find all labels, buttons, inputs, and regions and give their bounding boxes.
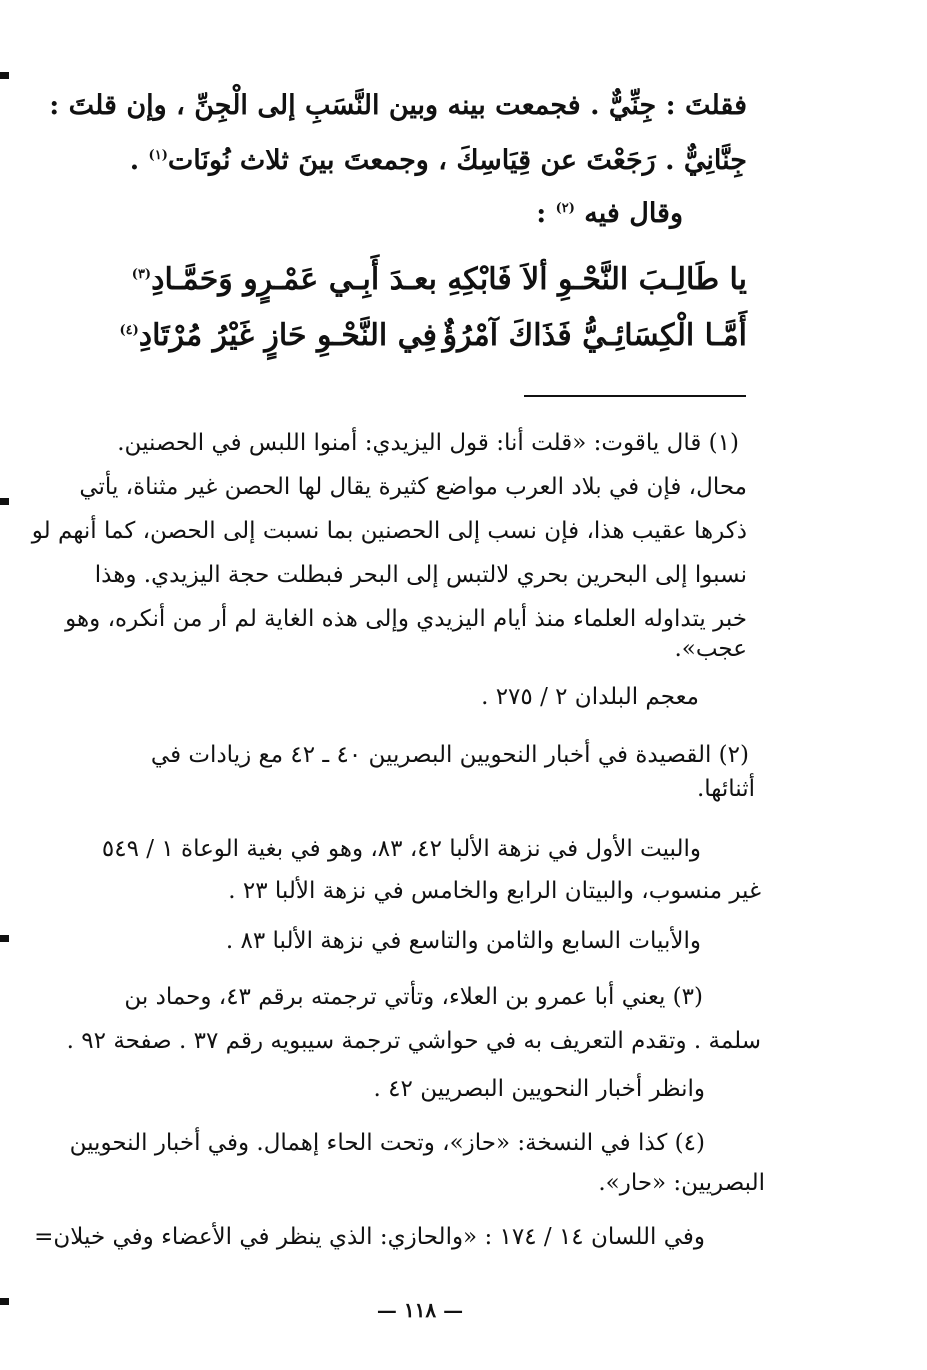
fn2b-line-2 [228,878,761,904]
footnote-ref-1: (١) [148,148,168,163]
footnote-ref-4: (٤) [119,323,139,338]
verse-2-sadr-text: أَمَّـا الْكِسَائِـيُّ فَذَاكَ آمْرُؤٌ [442,318,747,353]
verse-2-ajz [119,318,437,353]
fn2-line-1-text: (٢) القصيدة في أخبار النحويين البصريين ٤٠ ـ ٤٢ مع زيادات في [150,742,749,768]
fn4-line-2-text: البصريين: «حار». [598,1170,765,1196]
fn1-line-3-text: ذكرها عقيب هذا، فإن نسب إلى الحصنين بما نسبت إلى الحصن، كما أنهم لو [31,518,747,544]
fn4-line-2 [598,1170,765,1196]
fn1-source [481,684,699,710]
footnote-separator [524,395,746,397]
fn2c-line [226,928,701,954]
fn3-line-1 [124,984,703,1010]
fn1-line-6 [674,636,747,662]
fn1-line-5-text: خبر يتداوله العلماء منذ أيام اليزيدي وإلى هذه الغاية لم أر من أنكره، وهو [65,606,747,632]
footnote-ref-3: (٣) [131,267,152,282]
verse-1-ajz-text: بعـدَ أَبِـي عَمْـرٍو وَحَمَّـادِ [151,262,437,297]
fn1-line-5 [65,606,747,632]
fn2-line-2 [697,776,755,802]
fn4b-line [34,1224,705,1250]
main-para-line-1 [49,90,747,121]
fn1-line-4 [95,562,747,588]
fn4b-text: وفي اللسان ١٤ / ١٧٤ : «والحازي: الذي ينظر في الأعضاء وفي خيلان= [34,1224,705,1250]
fn1-line-2 [79,474,747,500]
fn1-line-2-text: محال، فإن في بلاد العرب مواضع كثيرة يقال لها الحصن غير مثناة، يأتي [79,474,747,500]
fn1-line-3 [32,518,747,544]
fn2b-line-2-text: غير منسوب، والبيتان الرابع والخامس في نزهة الألبا ٢٣ . [228,878,761,904]
fn1-source-text: معجم البلدان ٢ / ٢٧٥ . [481,684,699,710]
verse-1-sadr-text: يا طَالِـبَ النَّحْـوِ ألاَ فَابْكِهِ [447,262,747,297]
fn1-line-4-text: نسبوا إلى البحرين بحري لالتبس إلى البحر فبطلت حجة اليزيدي. وهذا [94,562,747,588]
edge-mark-1 [0,72,9,79]
intro-text: وقال فيه [584,198,683,229]
edge-mark-2 [0,498,9,505]
main-para-line-2-end: . [129,145,140,176]
fn3-line-2-text: سلمة . وتقدم التعريف به في حواشي ترجمة سيبويه رقم ٣٧ . صفحة ٩٢ . [66,1028,761,1054]
verse-2-sadr [443,318,747,353]
fn4-line-1 [70,1130,705,1156]
fn1-line-1-text: (١) قال ياقوت: «قلت أنا: قول اليزيدي: أمنوا اللبس في الحصنين. [117,430,739,456]
verse-2-ajz-text: فِي النَّحْـوِ حَازٍ غَيْرُ مُرْتَادِ [138,318,437,353]
main-para-line-1-text: فقلتَ : جِنِّيٌّ . فجمعت بينه وبين النَّسَبِ إلى الْجِنِّ ، وإن قلتَ : [49,90,747,121]
fn2-line-2-text: أثنائها. [696,776,755,802]
fn2c-text: والأبيات السابع والثامن والتاسع في نزهة الألبا ٨٣ . [225,928,701,954]
fn2-line-1 [151,742,749,768]
intro-colon: : [536,198,547,229]
main-para-line-2 [130,145,747,176]
fn3b-text: وانظر أخبار النحويين البصريين ٤٢ . [373,1076,705,1102]
edge-mark-3 [0,935,9,942]
fn3-line-2 [67,1028,761,1054]
verse-1-ajz [132,262,437,297]
fn3-line-1-text: (٣) يعني أبا عمرو بن العلاء، وتأتي ترجمته برقم ٤٣، وحماد بن [124,984,703,1010]
fn3b-line [374,1076,705,1102]
fn2b-line-1 [102,836,701,862]
fn1-line-1 [117,430,739,456]
main-para-line-2-text: جِنَّانِيٌّ . رَجَعْتَ عن قِيَاسِكَ ، وجمعتَ بينَ ثلاث نُونَات [167,145,747,176]
fn1-line-6-text: عجب». [674,636,747,662]
page-number: — ١١٨ — [376,1298,464,1322]
fn4-line-1-text: (٤) كذا في النسخة: «حاز»، وتحت الحاء إهمال. وفي أخبار النحويين [69,1130,705,1156]
intro-line [536,198,683,229]
footnote-ref-2: (٢) [555,201,575,216]
verse-1-sadr [447,262,747,297]
fn2b-line-1-text: والبيت الأول في نزهة الألبا ٤٢، ٨٣، وهو في بغية الوعاة ١ / ٥٤٩ [101,836,701,862]
